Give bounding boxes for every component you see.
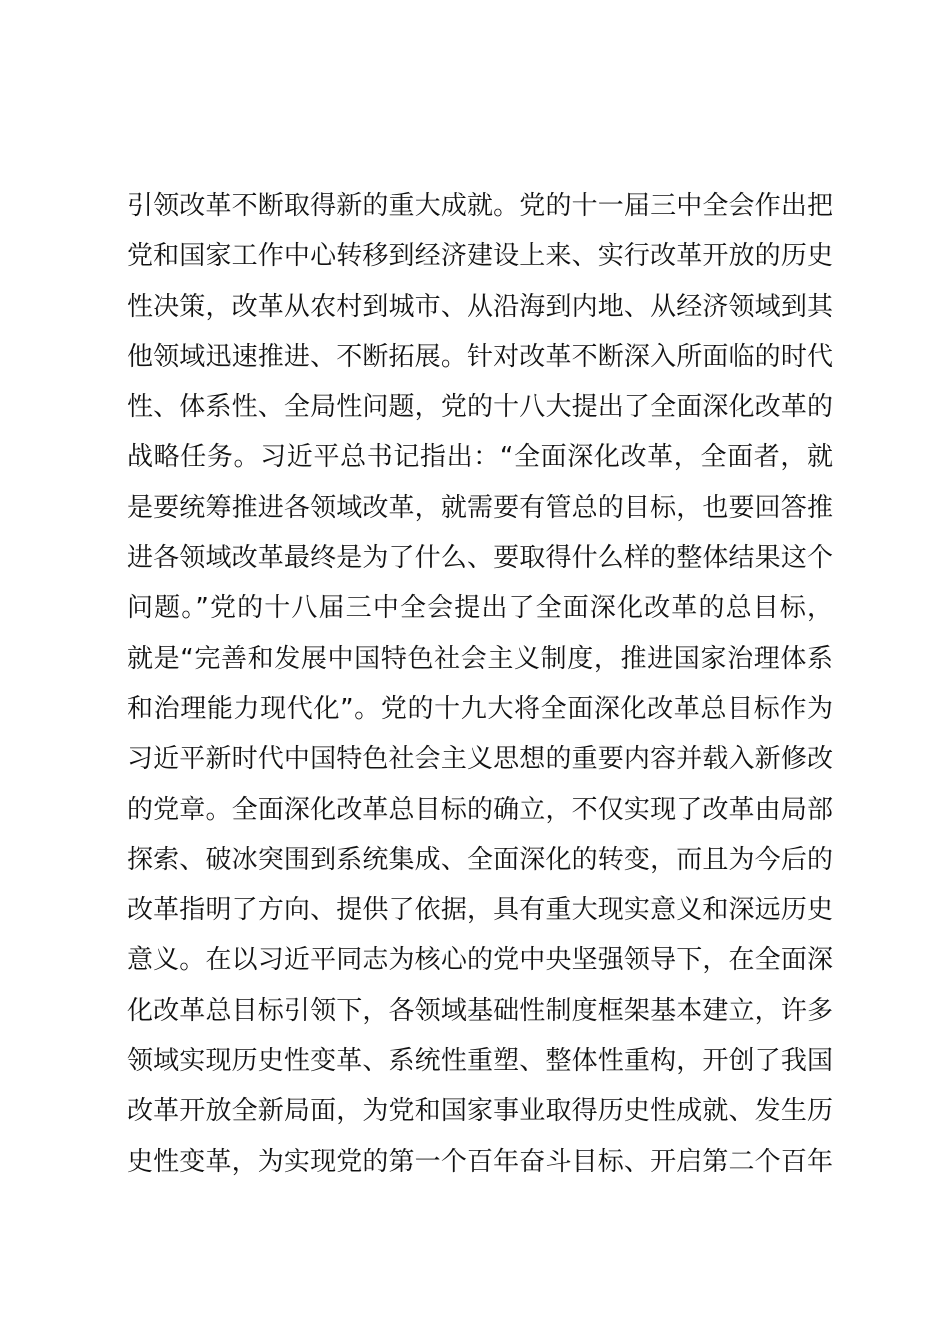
text-line: 战略任务。习近平总书记指出：“全面深化改革，全面者，就 — [127, 442, 833, 473]
text-line: 探索、破冰突围到系统集成、全面深化的转变，而且为今后的 — [127, 844, 833, 875]
text-line: 意义。在以习近平同志为核心的党中央坚强领导下，在全面深 — [127, 945, 833, 976]
text-line: 性决策，改革从农村到城市、从沿海到内地、从经济领域到其 — [127, 291, 833, 322]
text-line: 就是“完善和发展中国特色社会主义制度，推进国家治理体系 — [127, 643, 833, 674]
text-line: 习近平新时代中国特色社会主义思想的重要内容并载入新修改 — [127, 744, 833, 775]
text-line: 和治理能力现代化”。党的十九大将全面深化改革总目标作为 — [127, 693, 833, 724]
text-line: 党和国家工作中心转移到经济建设上来、实行改革开放的历史 — [127, 241, 833, 272]
text-line: 改革指明了方向、提供了依据，具有重大现实意义和深远历史 — [127, 895, 833, 926]
body-paragraph — [127, 181, 833, 1187]
text-line: 性、体系性、全局性问题，党的十八大提出了全面深化改革的 — [127, 392, 833, 423]
text-line: 进各领域改革最终是为了什么、要取得什么样的整体结果这个 — [127, 543, 833, 574]
text-line: 问题。”党的十八届三中全会提出了全面深化改革的总目标， — [127, 593, 833, 624]
text-line: 的党章。全面深化改革总目标的确立，不仅实现了改革由局部 — [127, 794, 833, 825]
text-line: 引领改革不断取得新的重大成就。党的十一届三中全会作出把 — [127, 191, 833, 221]
text-line: 是要统筹推进各领域改革，就需要有管总的目标，也要回答推 — [127, 492, 833, 523]
text-line: 史性变革，为实现党的第一个百年奋斗目标、开启第二个百年 — [127, 1146, 833, 1177]
text-line: 领域实现历史性变革、系统性重塑、整体性重构，开创了我国 — [127, 1046, 833, 1077]
text-line: 化改革总目标引领下，各领域基础性制度框架基本建立，许多 — [127, 995, 833, 1026]
text-line: 他领域迅速推进、不断拓展。针对改革不断深入所面临的时代 — [127, 341, 833, 372]
text-line: 改革开放全新局面，为党和国家事业取得历史性成就、发生历 — [127, 1096, 833, 1127]
